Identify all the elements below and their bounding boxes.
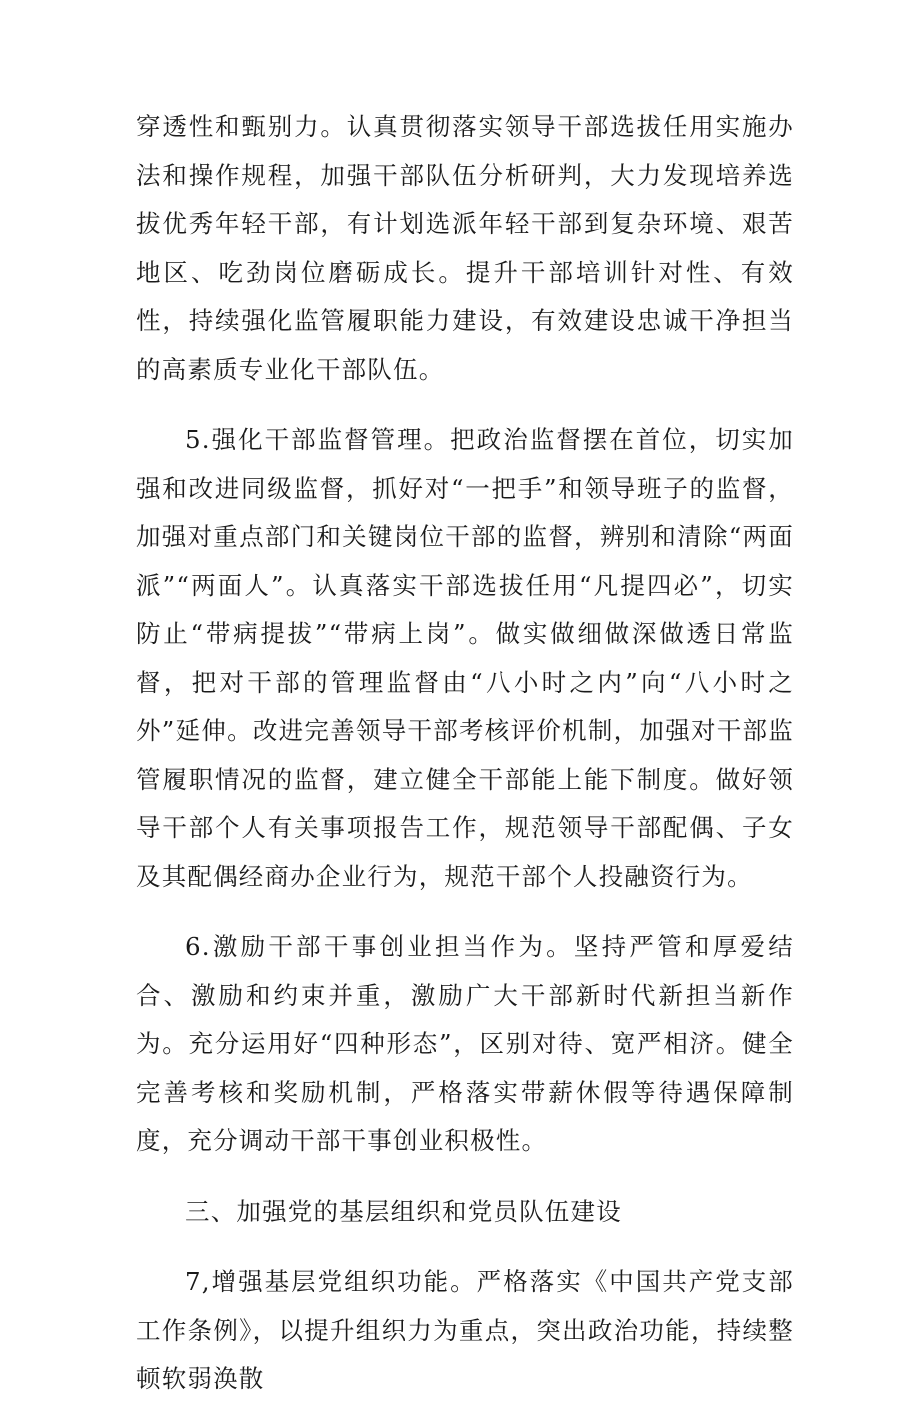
document-body bbox=[136, 103, 794, 1404]
paragraph-continuation: 穿透性和甄别力。认真贯彻落实领导干部选拔任用实施办法和操作规程，加强干部队伍分析研判，大力发现培养选拔优秀年轻干部，有计划选派年轻干部到复杂环境、艰苦地区、吃劲岗位磨砺成长。提升干部培训针对性、有效性，持续强化监管履职能力建设，有效建设忠诚干净担当的高素质专业化干部队伍。 bbox=[136, 112, 794, 384]
paragraph-item-6: 6.激励干部干事创业担当作为。坚持严管和厚爱结合、激励和约束并重，激励广大干部新时代新担当新作为。充分运用好“四种形态”，区别对待、宽严相济。健全完善考核和奖励机制，严格落实带薪休假等待遇保障制度，充分调动干部干事创业积极性。 bbox=[136, 932, 794, 1155]
paragraph-item-5: 5.强化干部监督管理。把政治监督摆在首位，切实加强和改进同级监督，抓好对“一把手”和领导班子的监督，加强对重点部门和关键岗位干部的监督，辨别和清除“两面派”“两面人”。认真落实干部选拔任用“凡提四必”，切实防止“带病提拔”“带病上岗”。做实做细做深做透日常监督，把对干部的管理监督由“八小时之内”向“八小时之外”延伸。改进完善领导干部考核评价机制，加强对干部监管履职情况的监督，建立健全干部能上能下制度。做好领导干部个人有关事项报告工作，规范领导干部配偶、子女及其配偶经商办企业行为，规范干部个人投融资行为。 bbox=[136, 425, 794, 891]
section-heading-3: 三、加强党的基层组织和党员队伍建设 bbox=[185, 1196, 622, 1226]
paragraph-item-7: 7,增强基层党组织功能。严格落实《中国共产党支部工作条例》，以提升组织力为重点，突出政治功能，持续整顿软弱涣散 bbox=[136, 1267, 794, 1393]
